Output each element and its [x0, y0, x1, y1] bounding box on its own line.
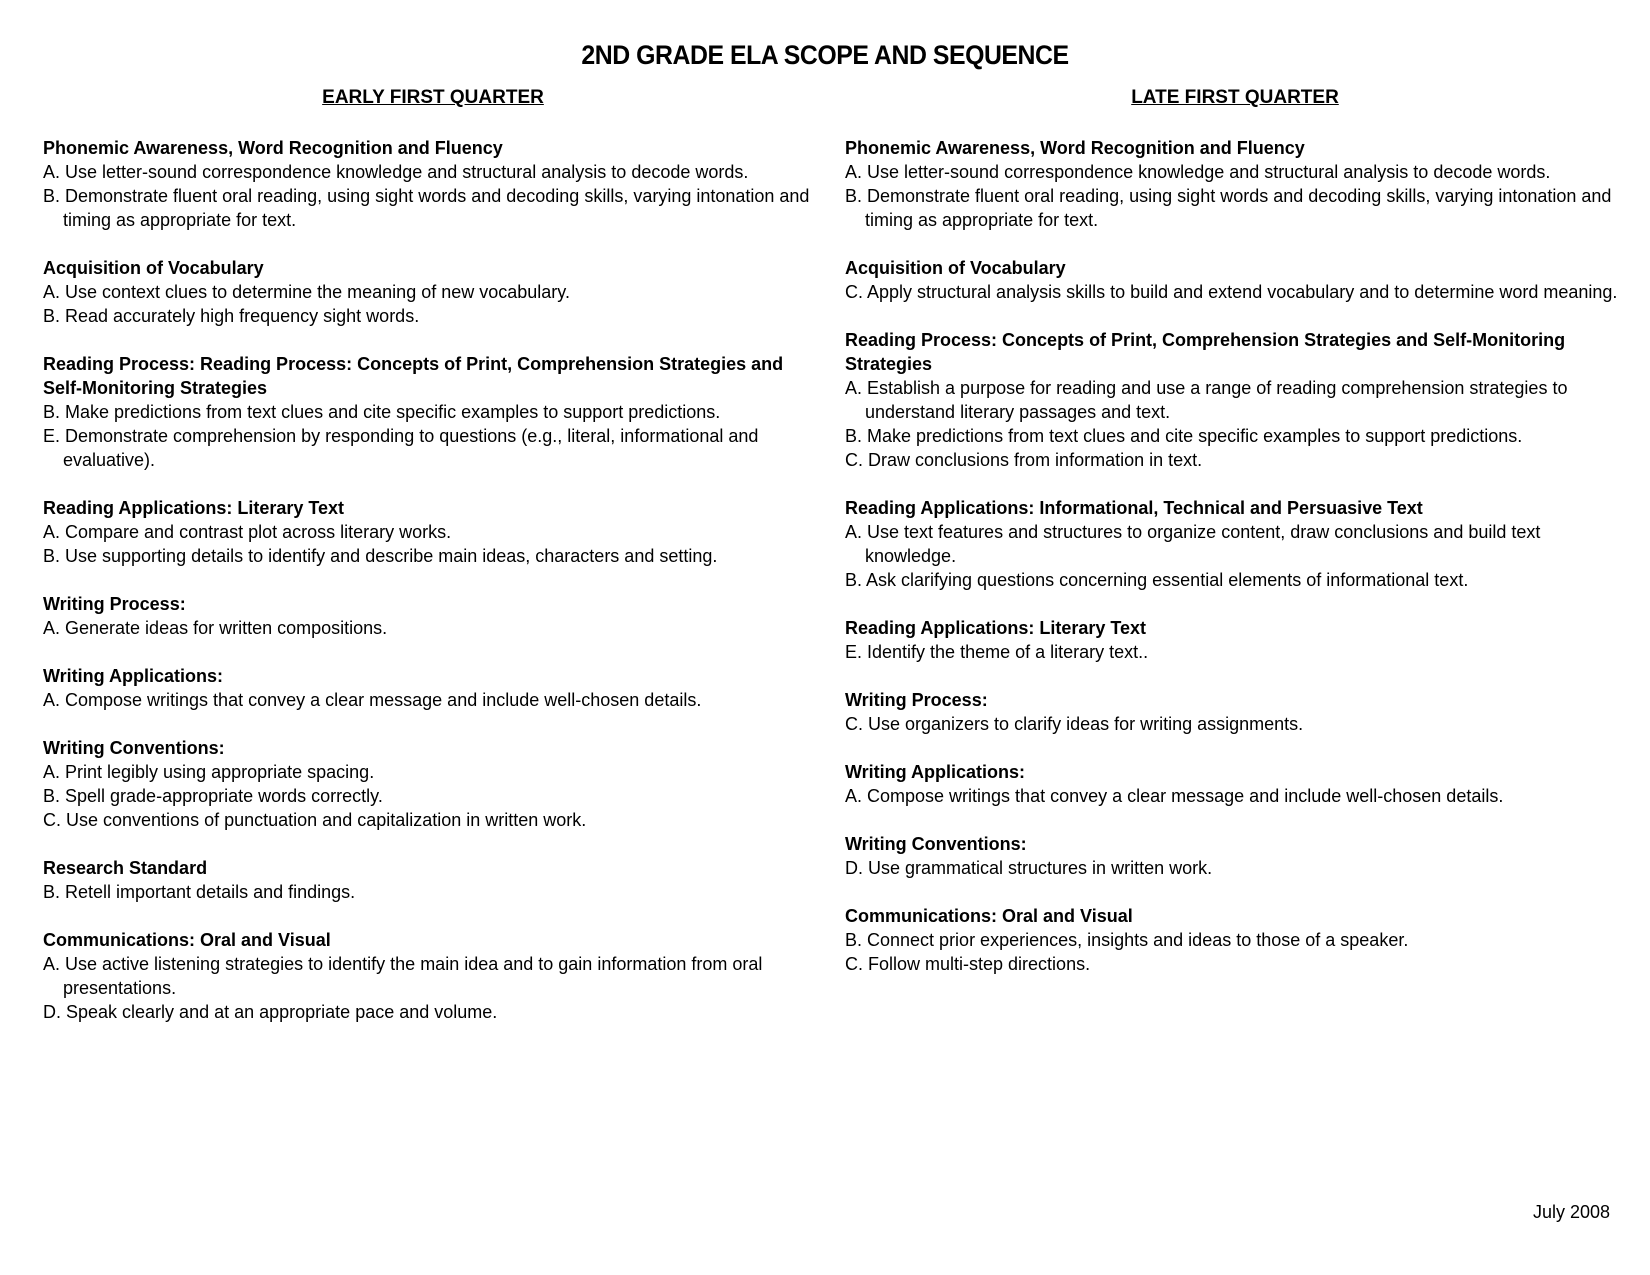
standard-item: E. Demonstrate comprehension by responding to questions (e.g., literal, informational and evaluative). — [43, 426, 759, 470]
standard-section — [43, 928, 823, 1024]
section-list — [43, 136, 823, 1024]
standard-section — [845, 256, 1625, 304]
standard-section — [43, 664, 823, 712]
section-title: Reading Process: Concepts of Print, Comprehension Strategies and Self-Monitoring Strategies — [845, 330, 1566, 374]
standard-item: D. Use grammatical structures in written work. — [845, 858, 1213, 878]
standard-item: B. Demonstrate fluent oral reading, using sight words and decoding skills, varying intonation and timing as appropriate for text. — [845, 186, 1612, 230]
standard-item: E. Identify the theme of a literary text.. — [845, 642, 1149, 662]
section-list — [845, 136, 1625, 976]
standard-item: A. Use letter-sound correspondence knowledge and structural analysis to decode words. — [845, 162, 1551, 182]
standard-item: A. Use text features and structures to organize content, draw conclusions and build text knowledge. — [845, 522, 1541, 566]
standard-section — [845, 688, 1625, 736]
standard-item: A. Use context clues to determine the meaning of new vocabulary. — [43, 282, 570, 302]
standard-item: B. Make predictions from text clues and cite specific examples to support predictions. — [43, 402, 721, 422]
section-title: Writing Conventions: — [845, 834, 1027, 854]
standard-section — [43, 256, 823, 328]
standard-item: B. Use supporting details to identify and describe main ideas, characters and setting. — [43, 546, 718, 566]
section-title: Writing Applications: — [43, 666, 223, 686]
standard-section — [43, 496, 823, 568]
document-title: 2ND GRADE ELA SCOPE AND SEQUENCE — [581, 40, 1069, 70]
section-title: Acquisition of Vocabulary — [43, 258, 264, 278]
standard-section — [43, 736, 823, 832]
standard-item: A. Establish a purpose for reading and use a range of reading comprehension strategies to understand literary passages and text. — [845, 378, 1568, 422]
standard-item: A. Compose writings that convey a clear message and include well-chosen details. — [845, 786, 1504, 806]
column-late-first-quarter — [845, 86, 1625, 1000]
section-title: Reading Process: Reading Process: Concepts of Print, Comprehension Strategies and Self-Monitoring Strategies — [43, 354, 784, 398]
section-title: Communications: Oral and Visual — [43, 930, 331, 950]
standard-item: B. Make predictions from text clues and cite specific examples to support predictions. — [845, 426, 1523, 446]
standard-section — [43, 592, 823, 640]
standard-section — [43, 352, 823, 472]
section-title: Reading Applications: Informational, Technical and Persuasive Text — [845, 498, 1423, 518]
standard-item: A. Use active listening strategies to identify the main idea and to gain information from oral presentations. — [43, 954, 763, 998]
standard-item: C. Apply structural analysis skills to build and extend vocabulary and to determine word meaning. — [845, 282, 1618, 302]
standard-item: C. Use conventions of punctuation and capitalization in written work. — [43, 810, 587, 830]
section-title: Reading Applications: Literary Text — [845, 618, 1147, 638]
standard-item: D. Speak clearly and at an appropriate pace and volume. — [43, 1002, 498, 1022]
standard-item: C. Draw conclusions from information in text. — [845, 450, 1203, 470]
standard-item: A. Print legibly using appropriate spacing. — [43, 762, 375, 782]
section-title: Acquisition of Vocabulary — [845, 258, 1066, 278]
standard-item: A. Compose writings that convey a clear message and include well-chosen details. — [43, 690, 702, 710]
section-title: Communications: Oral and Visual — [845, 906, 1133, 926]
section-title: Phonemic Awareness, Word Recognition and Fluency — [845, 138, 1305, 158]
standard-section — [43, 136, 823, 232]
standard-section — [845, 496, 1625, 592]
standard-item: B. Spell grade-appropriate words correctly. — [43, 786, 383, 806]
standard-section — [845, 904, 1625, 976]
standard-section — [845, 832, 1625, 880]
section-title: Reading Applications: Literary Text — [43, 498, 345, 518]
standard-item: A. Use letter-sound correspondence knowledge and structural analysis to decode words. — [43, 162, 749, 182]
column-early-first-quarter — [43, 86, 823, 1048]
standard-item: B. Ask clarifying questions concerning essential elements of informational text. — [845, 570, 1469, 590]
standard-item: B. Read accurately high frequency sight words. — [43, 306, 420, 326]
standard-item: B. Demonstrate fluent oral reading, using sight words and decoding skills, varying intonation and timing as appropriate for text. — [43, 186, 810, 230]
column-heading: EARLY FIRST QUARTER — [322, 87, 544, 108]
standard-item: A. Compare and contrast plot across literary works. — [43, 522, 452, 542]
standard-item: B. Connect prior experiences, insights and ideas to those of a speaker. — [845, 930, 1409, 950]
standard-section — [845, 760, 1625, 808]
standard-section — [845, 136, 1625, 232]
column-heading: LATE FIRST QUARTER — [1131, 87, 1339, 108]
section-title: Writing Applications: — [845, 762, 1025, 782]
standard-item: C. Follow multi-step directions. — [845, 954, 1091, 974]
section-title: Writing Process: — [845, 690, 988, 710]
section-title: Writing Process: — [43, 594, 186, 614]
section-title: Research Standard — [43, 858, 208, 878]
standard-section — [43, 856, 823, 904]
footer-date: July 2008 — [1532, 1202, 1610, 1222]
standard-section — [845, 328, 1625, 472]
section-title: Phonemic Awareness, Word Recognition and Fluency — [43, 138, 503, 158]
standard-item: C. Use organizers to clarify ideas for writing assignments. — [845, 714, 1304, 734]
standard-section — [845, 616, 1625, 664]
standard-item: B. Retell important details and findings. — [43, 882, 356, 902]
standard-item: A. Generate ideas for written compositions. — [43, 618, 388, 638]
section-title: Writing Conventions: — [43, 738, 225, 758]
